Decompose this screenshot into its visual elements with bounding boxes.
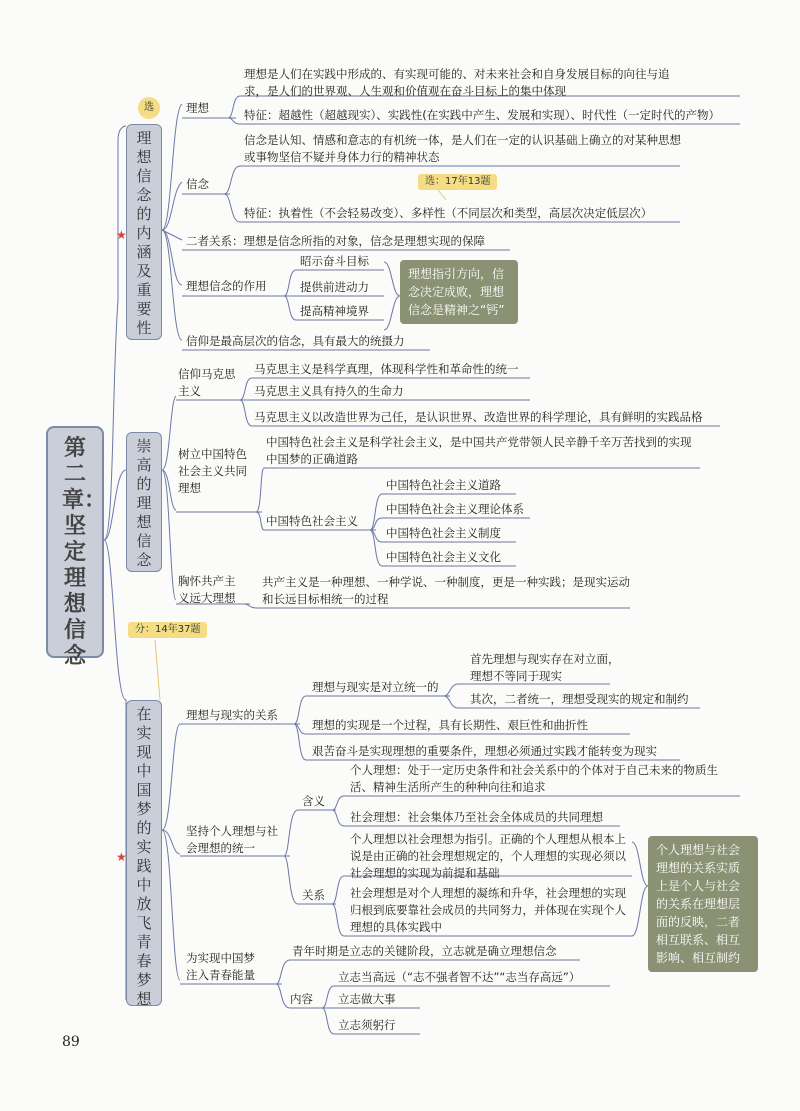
exam-tag: 选：17年13题 (418, 174, 497, 190)
relation-label: 关系 (302, 888, 325, 902)
chapter-title-box (46, 426, 107, 669)
role-item: 昭示奋斗目标 (300, 254, 369, 268)
unity-note: 个人理想与社会理想的关系实质上是个人与社会的关系在理想层面的反映，二者相互联系、相互影响、相互制约 (648, 836, 758, 972)
section-title: 崇高的理想信念 (136, 437, 152, 569)
youth-text: 青年时期是立志的关键阶段，立志就是确立理想信念 (292, 944, 557, 958)
role-item: 提供前进动力 (300, 280, 369, 294)
node-reality: 理想与现实的关系 (186, 708, 278, 722)
page-number: 89 (62, 1034, 80, 1050)
relation-item: 个人理想以社会理想为指引。正确的个人理想从根本上说是由正确的社会理想规定的，个人理想的实现必须以社会理想的实现为前提和基础 (350, 832, 626, 880)
node-unity: 坚持个人理想与社会理想的统一 (186, 824, 278, 855)
unity-item: 首先理想与现实存在对立面，理想不等同于现实 (470, 652, 620, 683)
social-ideal: 社会理想：社会集体乃至社会全体成员的共同理想 (350, 810, 603, 824)
chapter-title: 第二章：坚定理想信念 (62, 436, 107, 669)
relation-item: 社会理想是对个人理想的凝练和升华，社会理想的实现归根到底要靠社会成员的共同努力，并体现在实现个人理想的具体实践中 (350, 886, 626, 934)
lixiang-definition: 理想是人们在实践中形成的、有实现可能的、对未来社会和自身发展目标的向往与追求，是人们的世界观、人生观和价值观在奋斗目标上的集中体现 (244, 67, 670, 98)
node-role: 理想信念的作用 (186, 279, 267, 293)
section-lofty-ideal (126, 432, 162, 572)
node-marx: 信仰马克思主义 (178, 367, 236, 398)
faith-text: 信仰是最高层次的信念，具有最大的统摄力 (186, 334, 405, 348)
section-ideal-belief-meaning (126, 124, 162, 340)
marx-item: 马克思主义以改造世界为己任，是认识世界、改造世界的科学理论，具有鲜明的实践品格 (254, 410, 703, 424)
section-china-dream (126, 700, 162, 1006)
lixiang-feature: 特征：超越性（超越现实）、实践性(在实践中产生、发展和实现）、时代性（一定时代的产物） (244, 108, 720, 122)
node-lixiang: 理想 (186, 101, 209, 115)
csc-item: 中国特色社会主义道路 (386, 478, 501, 492)
node-csc: 树立中国特色社会主义共同理想 (178, 447, 247, 495)
struggle-text: 艰苦奋斗是实现理想的重要条件，理想必须通过实践才能转变为现实 (312, 744, 657, 758)
content-item: 立志做大事 (338, 992, 396, 1006)
marx-item: 马克思主义是科学真理，体现科学性和革命性的统一 (254, 362, 519, 376)
marx-item: 马克思主义具有持久的生命力 (254, 384, 404, 398)
relation-text: 二者关系：理想是信念所指的对象，信念是理想实现的保障 (186, 234, 485, 248)
csc-item: 中国特色社会主义制度 (386, 526, 501, 540)
unity-item: 其次，二者统一，理想受现实的规定和制约 (470, 692, 689, 706)
meaning-label: 含义 (302, 794, 325, 808)
csc-item: 中国特色社会主义文化 (386, 550, 501, 564)
communism-text: 共产主义是一种理想、一种学说、一种制度，更是一种实践；是现实运动和长远目标相统一的过程 (262, 575, 630, 606)
unity-label: 理想与现实是对立统一的 (312, 680, 439, 694)
csc-item: 中国特色社会主义理论体系 (386, 502, 524, 516)
section-title: 理想信念的内涵及重要性 (136, 129, 152, 337)
content-label: 内容 (290, 992, 313, 1006)
node-energy: 为实现中国梦注入青春能量 (186, 951, 255, 982)
node-communism: 胸怀共产主义远大理想 (178, 574, 236, 605)
csc-definition: 中国特色社会主义是科学社会主义，是中国共产党带领人民辛静千辛万苦找到的实现中国梦的正确道路 (266, 435, 692, 466)
select-badge: 选 (138, 97, 160, 119)
node-xinnian: 信念 (186, 177, 209, 191)
personal-ideal: 个人理想：处于一定历史条件和社会关系中的个体对于自己未来的物质生活、精神生活所产生的种种向往和追求 (350, 763, 718, 794)
star-icon: ★ (116, 850, 127, 864)
process-text: 理想的实现是一个过程，具有长期性、艰巨性和曲折性 (312, 718, 588, 732)
content-item: 立志须躬行 (338, 1018, 396, 1032)
star-icon: ★ (116, 228, 127, 242)
exam-tag: 分：14年37题 (128, 622, 207, 638)
role-item: 提高精神境界 (300, 304, 369, 318)
section-title: 在实现中国梦的实践中放飞青春梦想 (136, 705, 152, 1008)
xinnian-feature: 特征：执着性（不会轻易改变）、多样性（不同层次和类型，高层次决定低层次） (244, 206, 653, 220)
xinnian-definition: 信念是认知、情感和意志的有机统一体，是人们在一定的认识基础上确立的对某种思想或事物坚信不疑并身体力行的精神状态 (244, 133, 681, 164)
role-note: 理想指引方向，信念决定成败，理想信念是精神之“钙” (400, 260, 518, 324)
content-item: 立志当高远（“志不强者智不达”“志当存高远”） (338, 970, 581, 984)
csc-sub-label: 中国特色社会主义 (266, 514, 358, 528)
